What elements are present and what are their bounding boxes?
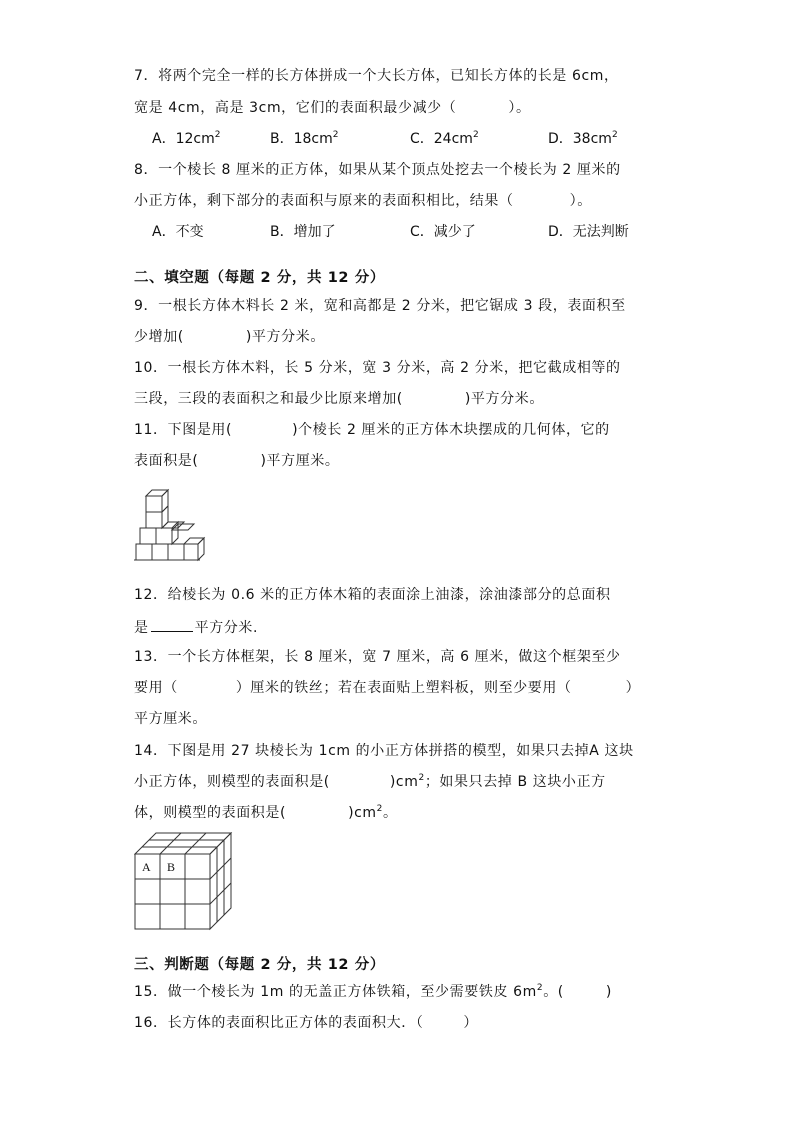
q14-unit: )cm (389, 774, 419, 790)
q13-text-end: ） (625, 680, 641, 696)
q12-line2 (134, 616, 258, 638)
q7-option-c[interactable]: C．$24cm^2$ (410, 130, 479, 147)
q9-text: 少增加( (134, 329, 184, 345)
q15-text: 15．做一个棱长为 1m 的无盖正方体铁箱，至少需要铁皮 6m (134, 984, 537, 1000)
q11-text: 11．下图是用( (134, 422, 233, 438)
q8-line1: 8．一个棱长 8 厘米的正方体，如果从某个顶点处挖去一个棱长为 2 厘米的 (134, 162, 621, 178)
q11-text-2: 表面积是( (134, 453, 199, 469)
q14-text-end: 。 (383, 805, 398, 821)
section-heading-fill-blank: 二、填空题（每题 2 分，共 12 分） (134, 270, 385, 286)
q9-text-end: )平方分米。 (245, 329, 325, 345)
q11-line2 (134, 451, 340, 471)
q12-text: 是 (134, 620, 149, 636)
q16-text-end: ） (463, 1015, 479, 1031)
q14-unit-2: )cm (348, 805, 377, 821)
q8-option-b[interactable]: B．增加了 (270, 224, 336, 240)
q11-text-end: )平方厘米。 (260, 453, 340, 469)
q14-rubik-cube-figure (134, 832, 236, 932)
q13-text-mid: ）厘米的铁丝；若在表面贴上塑料板，则至少要用（ (235, 680, 572, 696)
q9-line1: 9．一根长方体木料长 2 米，宽和高都是 2 分米，把它锯成 3 段，表面积至 (134, 298, 626, 314)
q10-text-end: )平方分米。 (464, 391, 544, 407)
q7-text: 宽是 4cm，高是 3cm，它们的表面积最少减少（ (134, 100, 457, 116)
q8-text-end: ）。 (569, 193, 592, 209)
q10-line1: 10．一根长方体木料，长 5 分米，宽 3 分米，高 2 分米，把它截成相等的 (134, 360, 621, 376)
q11-cube-stack-figure (134, 486, 206, 568)
q7-option-a[interactable]: A．$12cm^2$ (152, 130, 221, 147)
q15-unit-sup: 2 (536, 983, 544, 993)
q14-text-mid: ；如果只去掉 B 这块小正方 (424, 774, 606, 790)
q14-line3 (134, 803, 398, 823)
q8-text: 小正方体，剩下部分的表面积与原来的表面积相比，结果（ (134, 193, 514, 209)
q14-unit-sup: 2 (418, 773, 425, 783)
q13-text: 要用（ (134, 680, 178, 696)
q8-option-d[interactable]: D．无法判断 (548, 224, 629, 240)
q15-line1 (134, 982, 612, 1002)
q8-option-a[interactable]: A．不变 (152, 224, 204, 240)
q16-line1 (134, 1013, 478, 1033)
q14-text: 小正方体，则模型的表面积是( (134, 774, 330, 790)
q11-text-mid: )个棱长 2 厘米的正方体木块摆成的几何体，它的 (292, 422, 610, 438)
q10-text: 三段，三段的表面积之和最少比原来增加( (134, 391, 403, 407)
q15-text-mid: 。( (543, 984, 564, 1000)
q14-cube-label-b: B (167, 860, 176, 874)
q13-line3: 平方厘米。 (134, 711, 207, 727)
q14-line2 (134, 772, 606, 792)
q14-unit-sup-2: 2 (376, 804, 383, 814)
q14-line1: 14．下图是用 27 块棱长为 1cm 的小正方体拼搭的模型，如果只去掉A 这块 (134, 743, 634, 759)
q13-line1: 13．一个长方体框架，长 8 厘米，宽 7 厘米，高 6 厘米，做这个框架至少 (134, 649, 621, 665)
q13-line2 (134, 678, 640, 698)
q8-line2 (134, 191, 592, 211)
section-heading-true-false: 三、判断题（每题 2 分，共 12 分） (134, 957, 385, 973)
q11-line1 (134, 420, 610, 440)
q16-text: 16．长方体的表面积比正方体的表面积大．（ (134, 1015, 424, 1031)
q12-line1: 12．给棱长为 0.6 米的正方体木箱的表面涂上油漆，涂油漆部分的总面积 (134, 587, 611, 603)
q12-answer-blank[interactable] (151, 616, 193, 632)
q7-option-b[interactable]: B．$18cm^2$ (270, 130, 339, 147)
q15-text-end: ) (605, 984, 612, 1000)
q14-cube-label-a: A (142, 860, 151, 874)
q12-text-end: 平方分米. (194, 620, 259, 636)
q7-text-end: ）。 (508, 100, 531, 116)
q14-text-2: 体，则模型的表面积是( (134, 805, 287, 821)
q9-line2 (134, 327, 325, 347)
q7-line1: 7．将两个完全一样的长方体拼成一个大长方体，已知长方体的长是 6cm， (134, 68, 619, 84)
q7-line2 (134, 98, 531, 118)
q10-line2 (134, 389, 544, 409)
q8-option-c[interactable]: C．减少了 (410, 224, 476, 240)
q7-option-d[interactable]: D．$38cm^2$ (548, 130, 618, 147)
